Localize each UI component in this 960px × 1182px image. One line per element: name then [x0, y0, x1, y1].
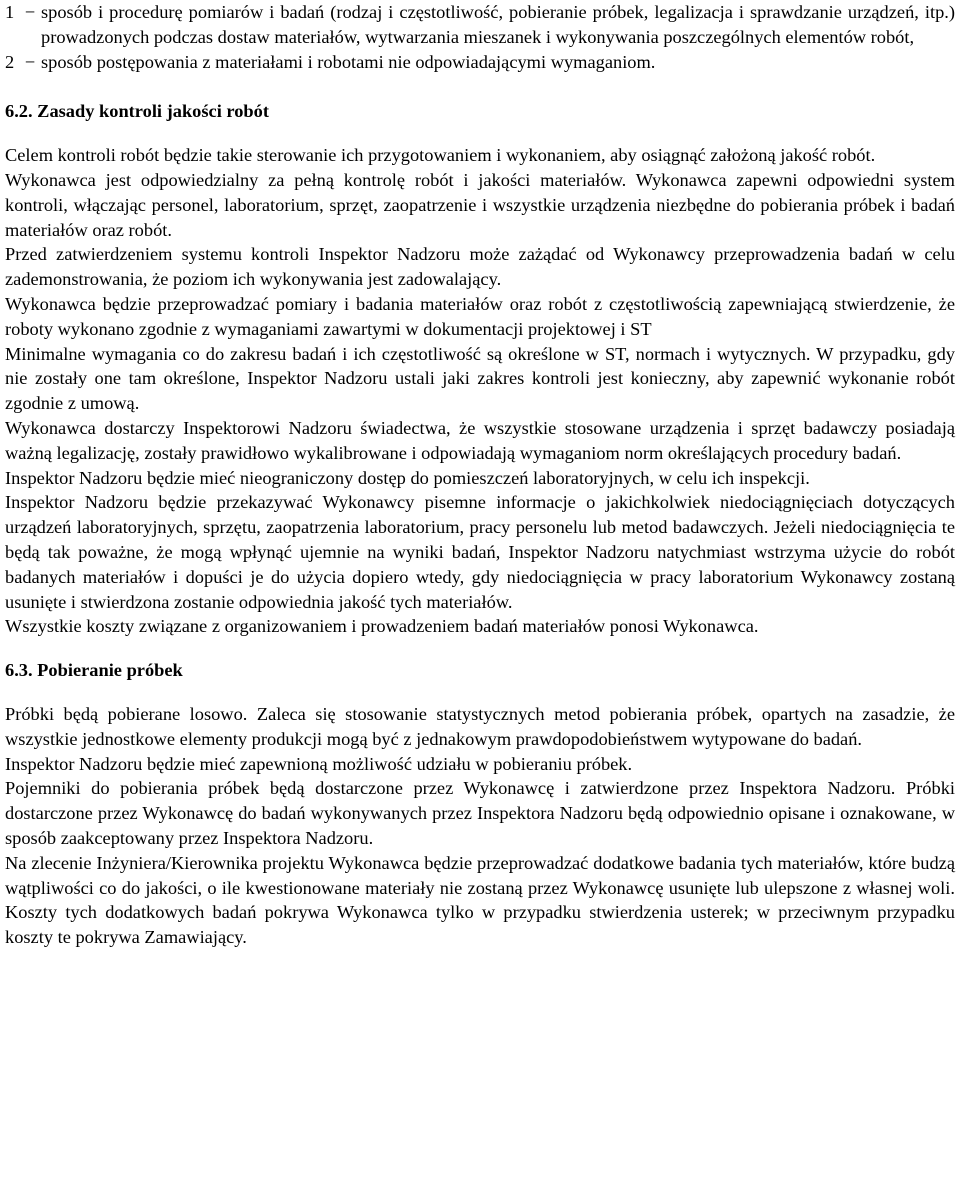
list-dash: − — [24, 2, 36, 22]
paragraph: Celem kontroli robót będzie takie sterowanie ich przygotowaniem i wykonaniem, aby osiągnąć założoną jakość robót. — [5, 145, 876, 166]
paragraph: Minimalne wymagania co do zakresu badań i ich częstotliwość są określone w ST, normach i wytycznych. W przypadku, gdy nie zostały one tam określone, Inspektor Nadzoru ustali jaki zakres kontroli jest konieczny, aby zapewnić wykonanie robót zgodnie z umową. — [5, 343, 955, 414]
list-item — [5, 0, 955, 50]
paragraph: Próbki będą pobierane losowo. Zaleca się stosowanie statystycznych metod pobierania próbek, opartych na zasadzie, że wszystkie jednostkowe elementy produkcji mogą być z jednakowym prawdopodobieństwem wytypowane do badań. — [5, 703, 955, 749]
spacer — [5, 124, 955, 143]
document-page — [5, 0, 955, 950]
paragraph: Inspektor Nadzoru będzie mieć nieograniczony dostęp do pomieszczeń laboratoryjnych, w celu ich inspekcji. — [5, 467, 810, 488]
list-number: 2 — [5, 51, 15, 72]
paragraph: Wykonawca jest odpowiedzialny za pełną kontrolę robót i jakości materiałów. Wykonawca zapewni odpowiedni system kontroli, włączając personel, laboratorium, sprzęt, zaopatrzenie i wszystkie urządzenia niezbędne do pobierania próbek i badań materiałów oraz robót. — [5, 169, 955, 240]
list-item — [5, 50, 955, 75]
paragraph: Inspektor Nadzoru będzie mieć zapewnioną możliwość udziału w pobieraniu próbek. — [5, 753, 633, 774]
list-dash: − — [24, 51, 36, 72]
spacer — [5, 683, 955, 702]
paragraph: Inspektor Nadzoru będzie przekazywać Wykonawcy pisemne informacje o jakichkolwiek niedociągnięciach dotyczących urządzeń laboratoryjnych, sprzętu, zaopatrzenia laboratorium, pracy personelu lub metod badawczych. Jeżeli niedociągnięcia te będą tak poważne, że mogą wpłynąć ujemnie na wyniki badań, Inspektor Nadzoru natychmiast wstrzyma użycie do robót badanych materiałów i dopuści je do użycia dopiero wtedy, gdy niedociągnięcia w pracy laboratorium Wykonawcy zostaną usunięte i stwierdzona zostanie odpowiednia jakość tych materiałów. — [5, 492, 955, 612]
section-heading: 6.2. Zasady kontroli jakości robót — [5, 101, 269, 122]
section-heading: 6.3. Pobieranie próbek — [5, 660, 183, 681]
list-text: sposób postępowania z materiałami i robotami nie odpowiadającymi wymaganiom. — [41, 51, 656, 72]
paragraph: Wszystkie koszty związane z organizowaniem i prowadzeniem badań materiałów ponosi Wykonawca. — [5, 616, 759, 637]
spacer — [5, 74, 955, 99]
paragraph: Na zlecenie Inżyniera/Kierownika projektu Wykonawca będzie przeprowadzać dodatkowe badania tych materiałów, które budzą wątpliwości co do jakości, o ile kwestionowane materiały nie zostaną przez Wykonawcę usunięte lub ulepszone z własnej woli. Koszty tych dodatkowych badań pokrywa Wykonawca tylko w przypadku stwierdzenia usterek; w przeciwnym przypadku koszty te pokrywa Zamawiający. — [5, 852, 955, 948]
spacer — [5, 639, 955, 658]
paragraph: Pojemniki do pobierania próbek będą dostarczone przez Wykonawcę i zatwierdzone przez Inspektora Nadzoru. Próbki dostarczone przez Wykonawcę do badań wykonywanych przez Inspektora Nadzoru będą odpowiednio opisane i oznakowane, w sposób zaakceptowany przez Inspektora Nadzoru. — [5, 778, 955, 848]
paragraph: Wykonawca dostarczy Inspektorowi Nadzoru świadectwa, że wszystkie stosowane urządzenia i sprzęt badawczy posiadają ważną legalizację, zostały prawidłowo wykalibrowane i odpowiadają wymaganiom norm określających procedury badań. — [5, 417, 955, 463]
list-text: sposób i procedurę pomiarów i badań (rodzaj i częstotliwość, pobieranie próbek, legalizacja i sprawdzanie urządzeń, itp.) prowadzonych podczas dostaw materiałów, wytwarzania mieszanek i wykonywania poszczególnych elementów robót, — [41, 2, 955, 47]
list-number: 1 — [5, 2, 15, 22]
paragraph: Przed zatwierdzeniem systemu kontroli Inspektor Nadzoru może zażądać od Wykonawcy przeprowadzenia badań w celu zademonstrowania, że poziom ich wykonywania jest zadowalający. — [5, 244, 955, 290]
paragraph: Wykonawca będzie przeprowadzać pomiary i badania materiałów oraz robót z częstotliwością zapewniającą stwierdzenie, że roboty wykonano zgodnie z wymaganiami zawartymi w dokumentacji projektowej i ST — [5, 293, 955, 339]
